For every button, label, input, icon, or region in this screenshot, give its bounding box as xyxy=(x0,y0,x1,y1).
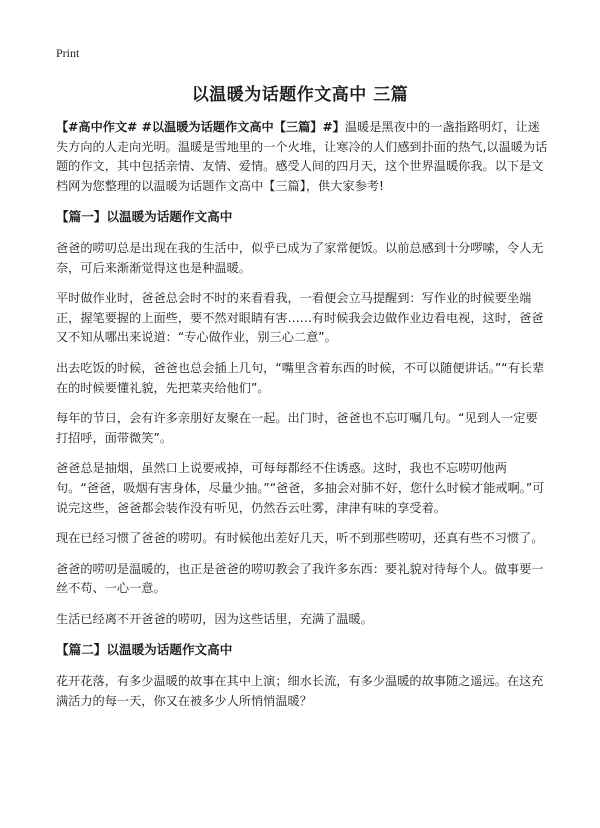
document-title: 以温暖为话题作文高中 三篇 xyxy=(191,85,409,105)
section-1-heading: 【篇一】以温暖为话题作文高中 xyxy=(56,209,233,225)
section-1-paragraph: 现在已经习惯了爸爸的唠叨。有时候他出差好几天，听不到那些唠叨，还真有些不习惯了。 xyxy=(56,531,544,546)
section-1-paragraph: 每年的节日，会有许多亲朋好友聚在一起。出门时，爸爸也不忘叮嘱几句。“见到人一定要打招呼，面带微笑”。 xyxy=(56,411,538,445)
print-label: Print xyxy=(56,46,80,60)
section-1-paragraph: 爸爸总是抽烟，虽然口上说要戒掉，可每每都经不住诱惑。这时，我也不忘唠叨他两句。“爸爸，吸烟有害身体，尽量少抽。”“爸爸，多抽会对肺不好，您什么时候才能戒啊。”可说完这些，爸爸都会装作没有听见，仍然吞云吐雾，津津有味的享受着。 xyxy=(56,461,545,515)
section-2-heading: 【篇二】以温暖为话题作文高中 xyxy=(56,642,233,658)
section-1-paragraph: 生活已经离不开爸爸的唠叨，因为这些话里，充满了温暖。 xyxy=(56,611,373,626)
section-2-paragraph: 花开花落，有多少温暖的故事在其中上演；细水长流，有多少温暖的故事随之遥远。在这充满活力的每一天，你又在被多少人所悄悄温暖？ xyxy=(56,674,544,708)
intro-text: 温暖是黑夜中的一盏指路明灯，让迷失方向的人走向光明。温暖是雪地里的一个火堆，让寒冷的人们感到扑面的热气,以温暖为话题的作文，其中包括亲情、友情、爱情。感受人间的四月天，这个世界温暖你我。以下是文档网为您整理的以温暖为话题作文高中【三篇】，供大家参考! xyxy=(56,120,548,193)
intro-paragraph xyxy=(56,118,548,196)
document-body xyxy=(56,118,548,722)
section-1-paragraph: 出去吃饭的时候，爸爸也总会插上几句，“嘴里含着东西的时候，不可以随便讲话。”“有长辈在的时候要懂礼貌，先把菜夹给他们”。 xyxy=(56,360,545,395)
intro-lead: 【#高中作文# #以温暖为话题作文高中【三篇】#】 xyxy=(56,120,345,134)
section-1-paragraph: 爸爸的唠叨是温暖的，也正是爸爸的唠叨教会了我许多东西：要礼貌对待每个人。做事要一丝不苟、一心一意。 xyxy=(56,561,544,596)
section-1-paragraph: 平时做作业时，爸爸总会时不时的来看看我，一看便会立马提醒到：写作业的时候要坐端正，握笔要握的上面些，要不然对眼睛有害……有时候我会边做作业边看电视，这时，爸爸又不知从哪出来说道：“专心做作业，别三心二意”。 xyxy=(56,291,544,345)
section-1-paragraph: 爸爸的唠叨总是出现在我的生活中，似乎已成为了家常便饭。以前总感到十分啰嗦，令人无奈，可后来渐渐觉得这也是种温暖。 xyxy=(56,240,544,275)
